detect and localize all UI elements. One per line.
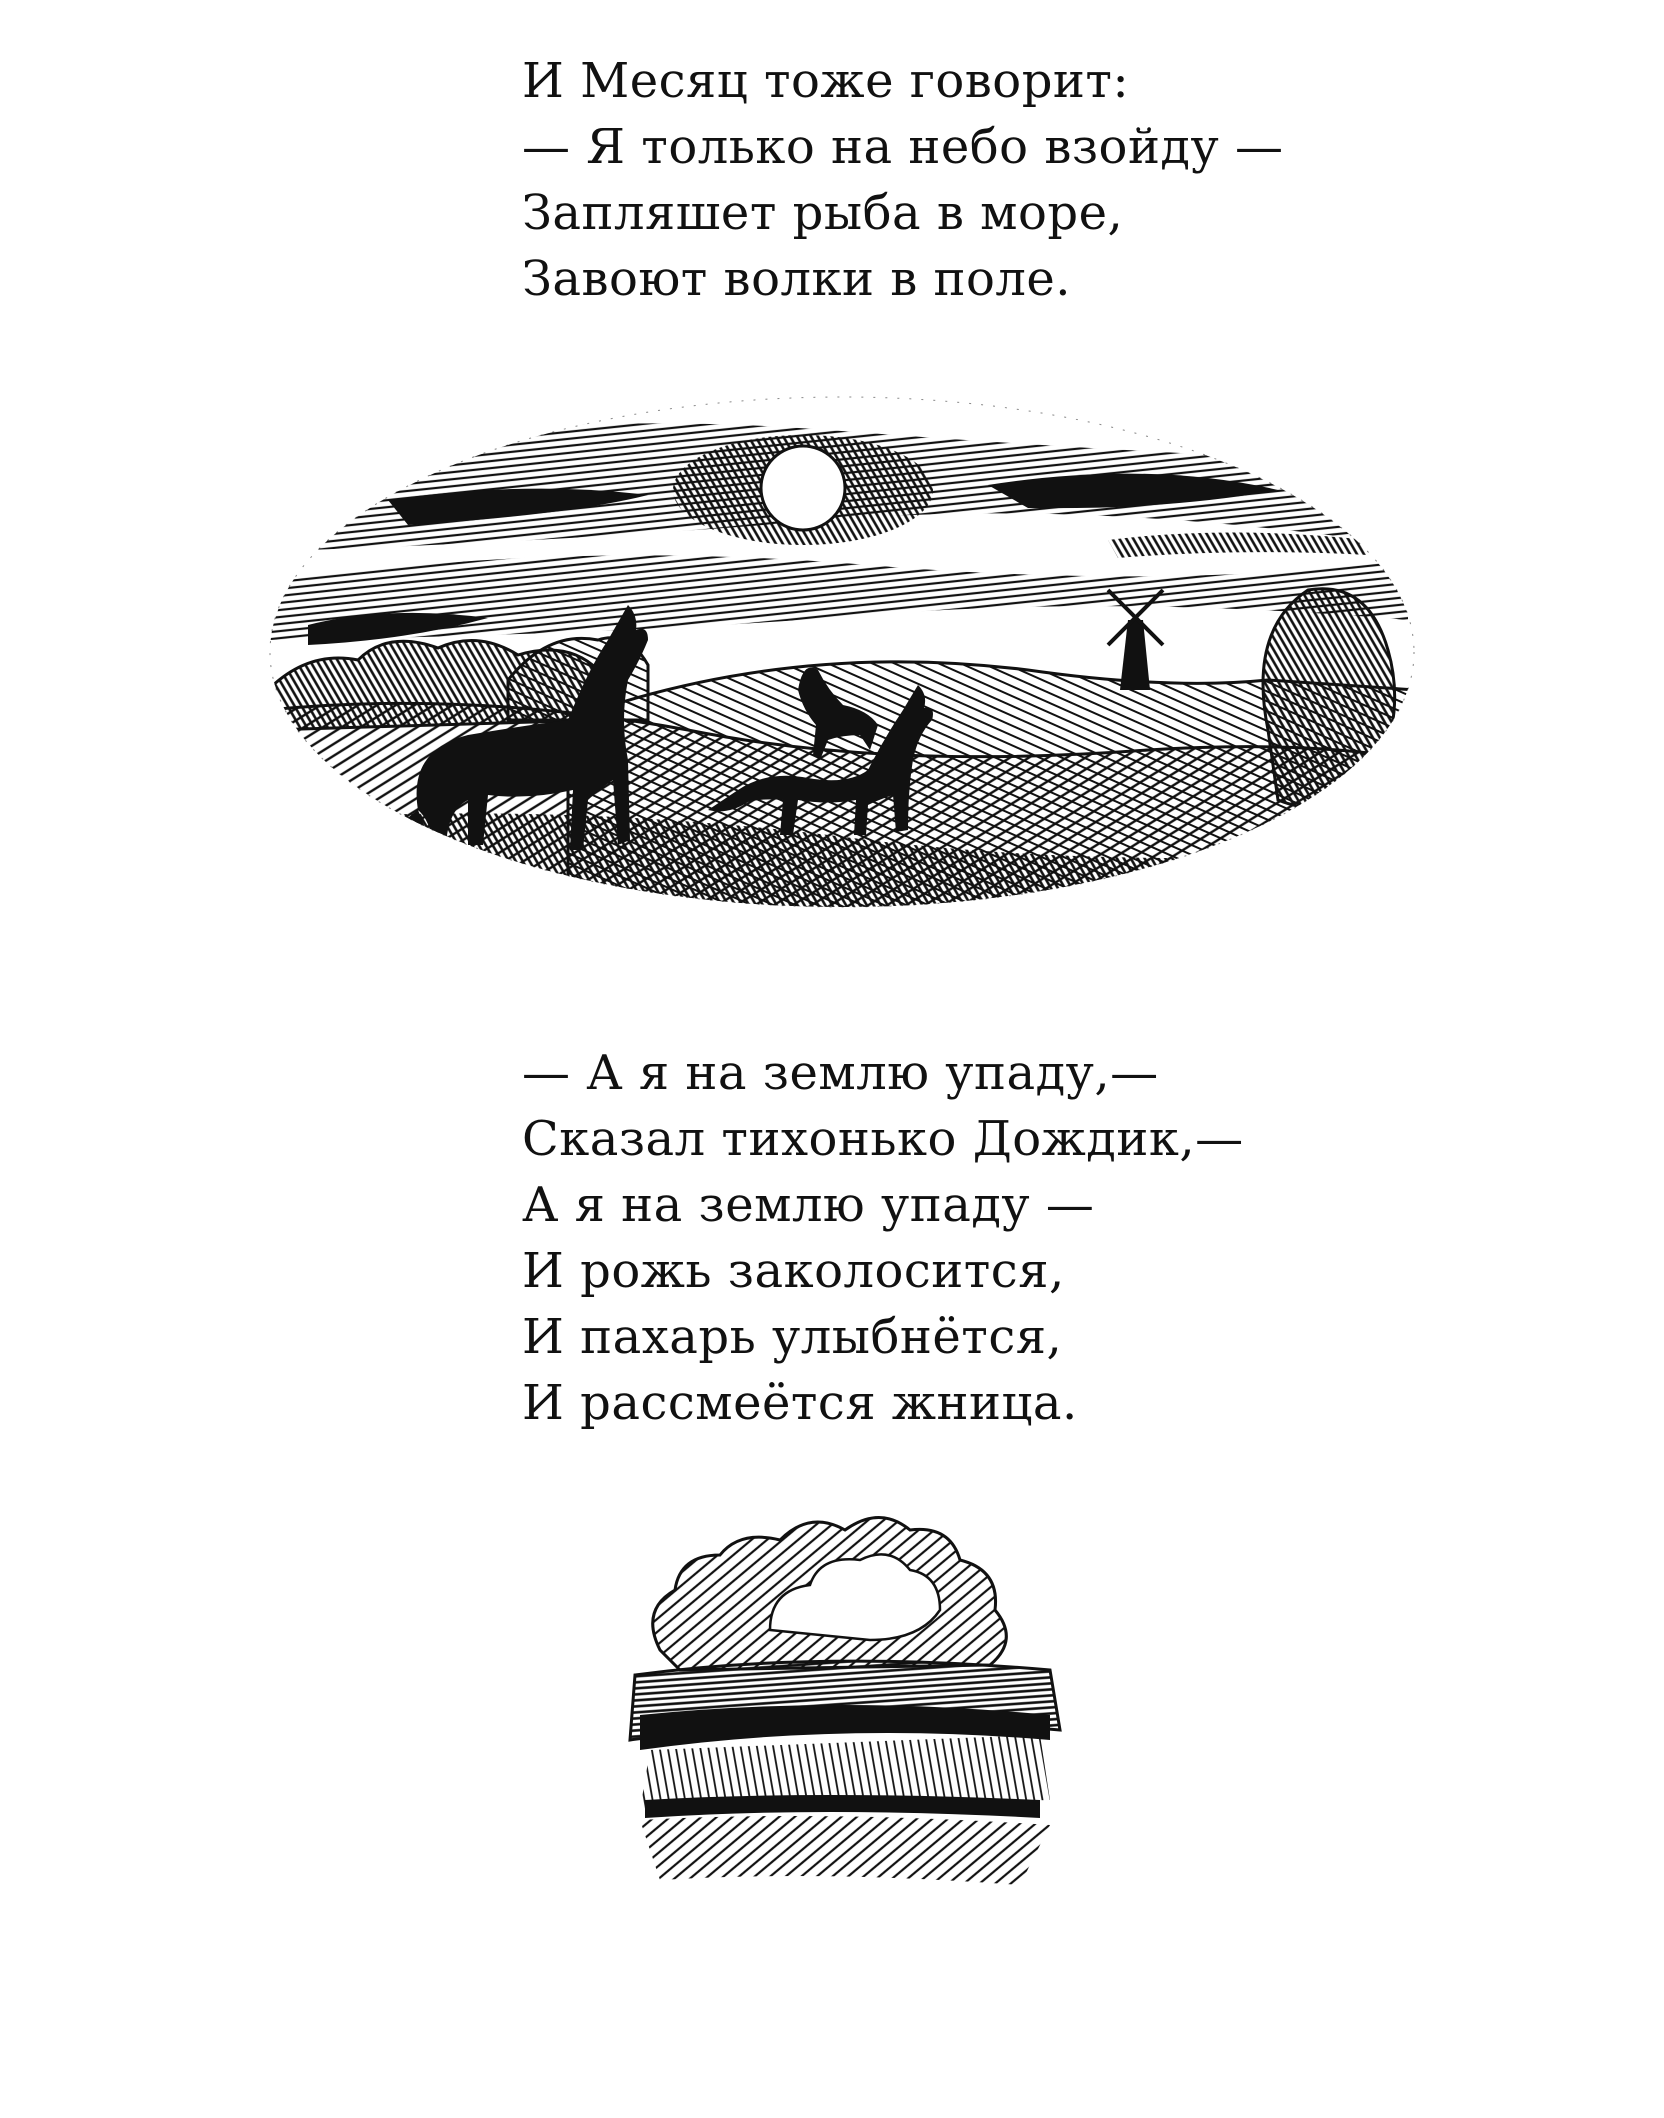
poem-line: Запляшет рыба в море, bbox=[522, 185, 1124, 241]
poem-line: — А я на землю упаду,— bbox=[522, 1045, 1159, 1101]
poem-line: Сказал тихонько Дождик,— bbox=[522, 1111, 1244, 1167]
poem-line: А я на землю упаду — bbox=[522, 1177, 1095, 1233]
stanza-rain bbox=[522, 1040, 1244, 1436]
ground-hatching bbox=[640, 1816, 1050, 1885]
poem-line: Завоют волки в поле. bbox=[522, 251, 1072, 307]
poem-line: И пахарь улыбнётся, bbox=[522, 1309, 1063, 1365]
poem-line: И Месяц тоже говорит: bbox=[522, 53, 1130, 109]
moon-wolves-illustration bbox=[268, 390, 1416, 910]
poem-line: — Я только на небо взойду — bbox=[522, 119, 1284, 175]
rain-cloud-illustration bbox=[620, 1500, 1070, 1890]
moon bbox=[673, 435, 933, 545]
poem-line: И рожь заколосится, bbox=[522, 1243, 1065, 1299]
poem-line: И рассмеётся жница. bbox=[522, 1375, 1078, 1431]
stanza-moon bbox=[522, 48, 1283, 312]
rain-streaks bbox=[640, 1735, 1050, 1818]
cloud-band bbox=[630, 1661, 1060, 1750]
bush-right bbox=[1263, 589, 1395, 808]
cloud-top bbox=[653, 1518, 1007, 1671]
